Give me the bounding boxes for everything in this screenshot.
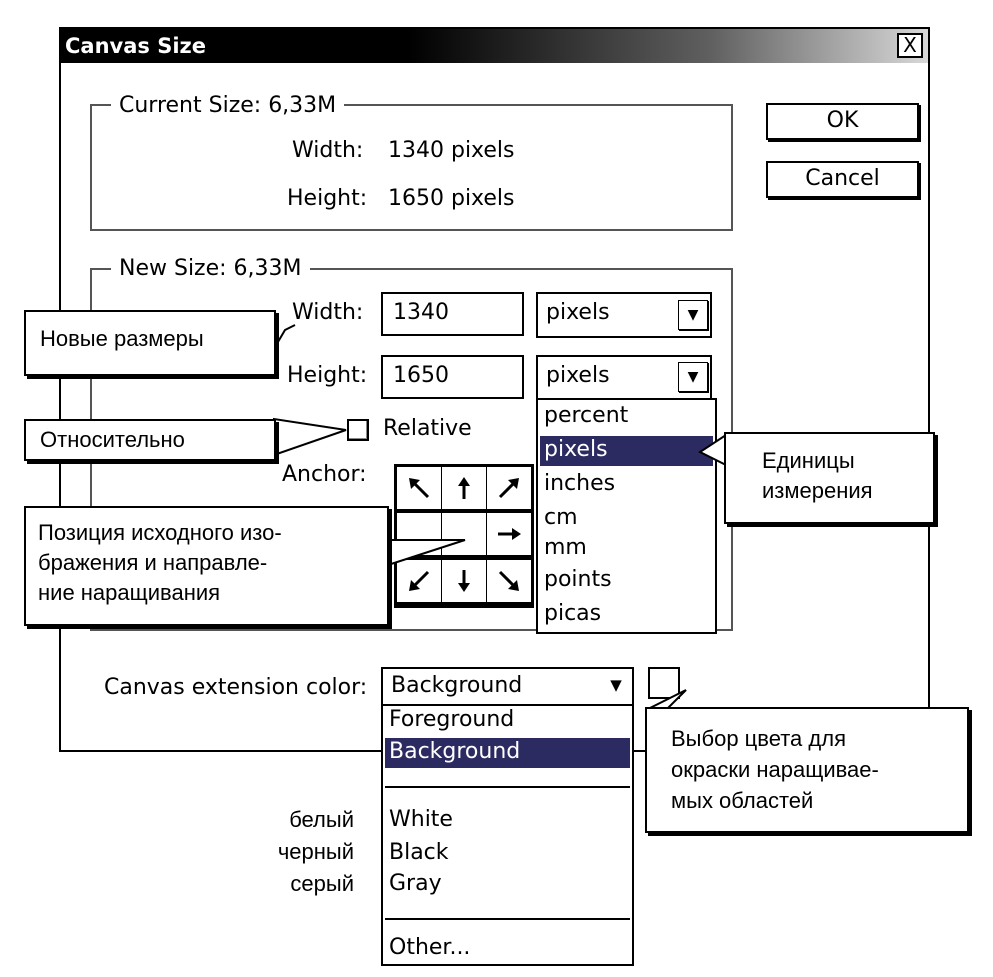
current-width-label: Width: (292, 138, 364, 163)
color-option[interactable]: Gray (389, 871, 442, 896)
unit-option[interactable]: picas (544, 601, 602, 626)
current-height-value: 1650 pixels (388, 186, 515, 211)
color-option[interactable]: Other... (389, 935, 471, 960)
width-unit-value: pixels (546, 300, 610, 325)
extension-color-label: Canvas extension color: (104, 675, 368, 700)
unit-option[interactable]: points (544, 567, 612, 592)
width-input[interactable]: 1340 (381, 292, 524, 336)
current-width-value: 1340 pixels (388, 138, 515, 163)
new-width-label: Width: (292, 300, 364, 325)
dialog-title: Canvas Size (65, 34, 206, 58)
callout-anchor (24, 506, 389, 626)
callout-anchor-line: Позиция исходного изо- (38, 520, 282, 545)
color-option[interactable]: White (389, 807, 453, 832)
new-height-label: Height: (287, 363, 368, 388)
color-option[interactable]: Black (389, 840, 449, 865)
side-label: серый (290, 871, 354, 896)
width-unit-dropdown-icon[interactable]: ▼ (678, 300, 708, 330)
close-button[interactable]: X (897, 33, 923, 58)
cancel-button[interactable]: Cancel (766, 161, 919, 198)
callout-units-line: измерения (762, 478, 873, 503)
ok-button[interactable]: OK (766, 103, 919, 140)
current-height-label: Height: (287, 186, 368, 211)
color-option-selected[interactable]: Background (385, 738, 630, 768)
unit-option[interactable]: percent (544, 403, 629, 428)
callout-color-line: Выбор цвета для (671, 726, 846, 751)
callout-color (645, 707, 969, 833)
anchor-label: Anchor: (282, 462, 367, 487)
side-label: черный (277, 839, 354, 864)
unit-option[interactable]: cm (544, 505, 578, 530)
callout-units-line: Единицы (762, 448, 855, 473)
relative-label: Relative (383, 416, 472, 441)
height-input[interactable]: 1650 (381, 355, 524, 399)
callout-anchor-line: бражения и направле- (38, 550, 268, 575)
callout-color-line: мых областей (671, 788, 814, 813)
callout-units (724, 432, 935, 524)
height-unit-value: pixels (546, 363, 610, 388)
extension-color-value: Background (391, 673, 523, 698)
unit-option[interactable]: inches (544, 471, 616, 496)
extension-dropdown-icon[interactable]: ▼ (610, 676, 622, 694)
new-size-legend: New Size: 6,33M (111, 256, 310, 281)
callout-color-line: окраски наращивае- (671, 757, 879, 782)
side-label: белый (289, 807, 354, 832)
unit-option-selected[interactable]: pixels (540, 436, 713, 466)
height-unit-dropdown-icon[interactable]: ▼ (678, 362, 708, 392)
current-size-legend: Current Size: 6,33M (111, 93, 344, 118)
callout-relative-text: Относительно (40, 427, 185, 452)
color-option[interactable]: Foreground (389, 707, 515, 732)
callout-new-sizes (24, 310, 276, 376)
callout-new-sizes-text: Новые размеры (40, 326, 204, 351)
unit-option[interactable]: mm (544, 535, 587, 560)
callout-relative (24, 419, 276, 461)
callout-anchor-line: ние наращивания (38, 580, 221, 605)
